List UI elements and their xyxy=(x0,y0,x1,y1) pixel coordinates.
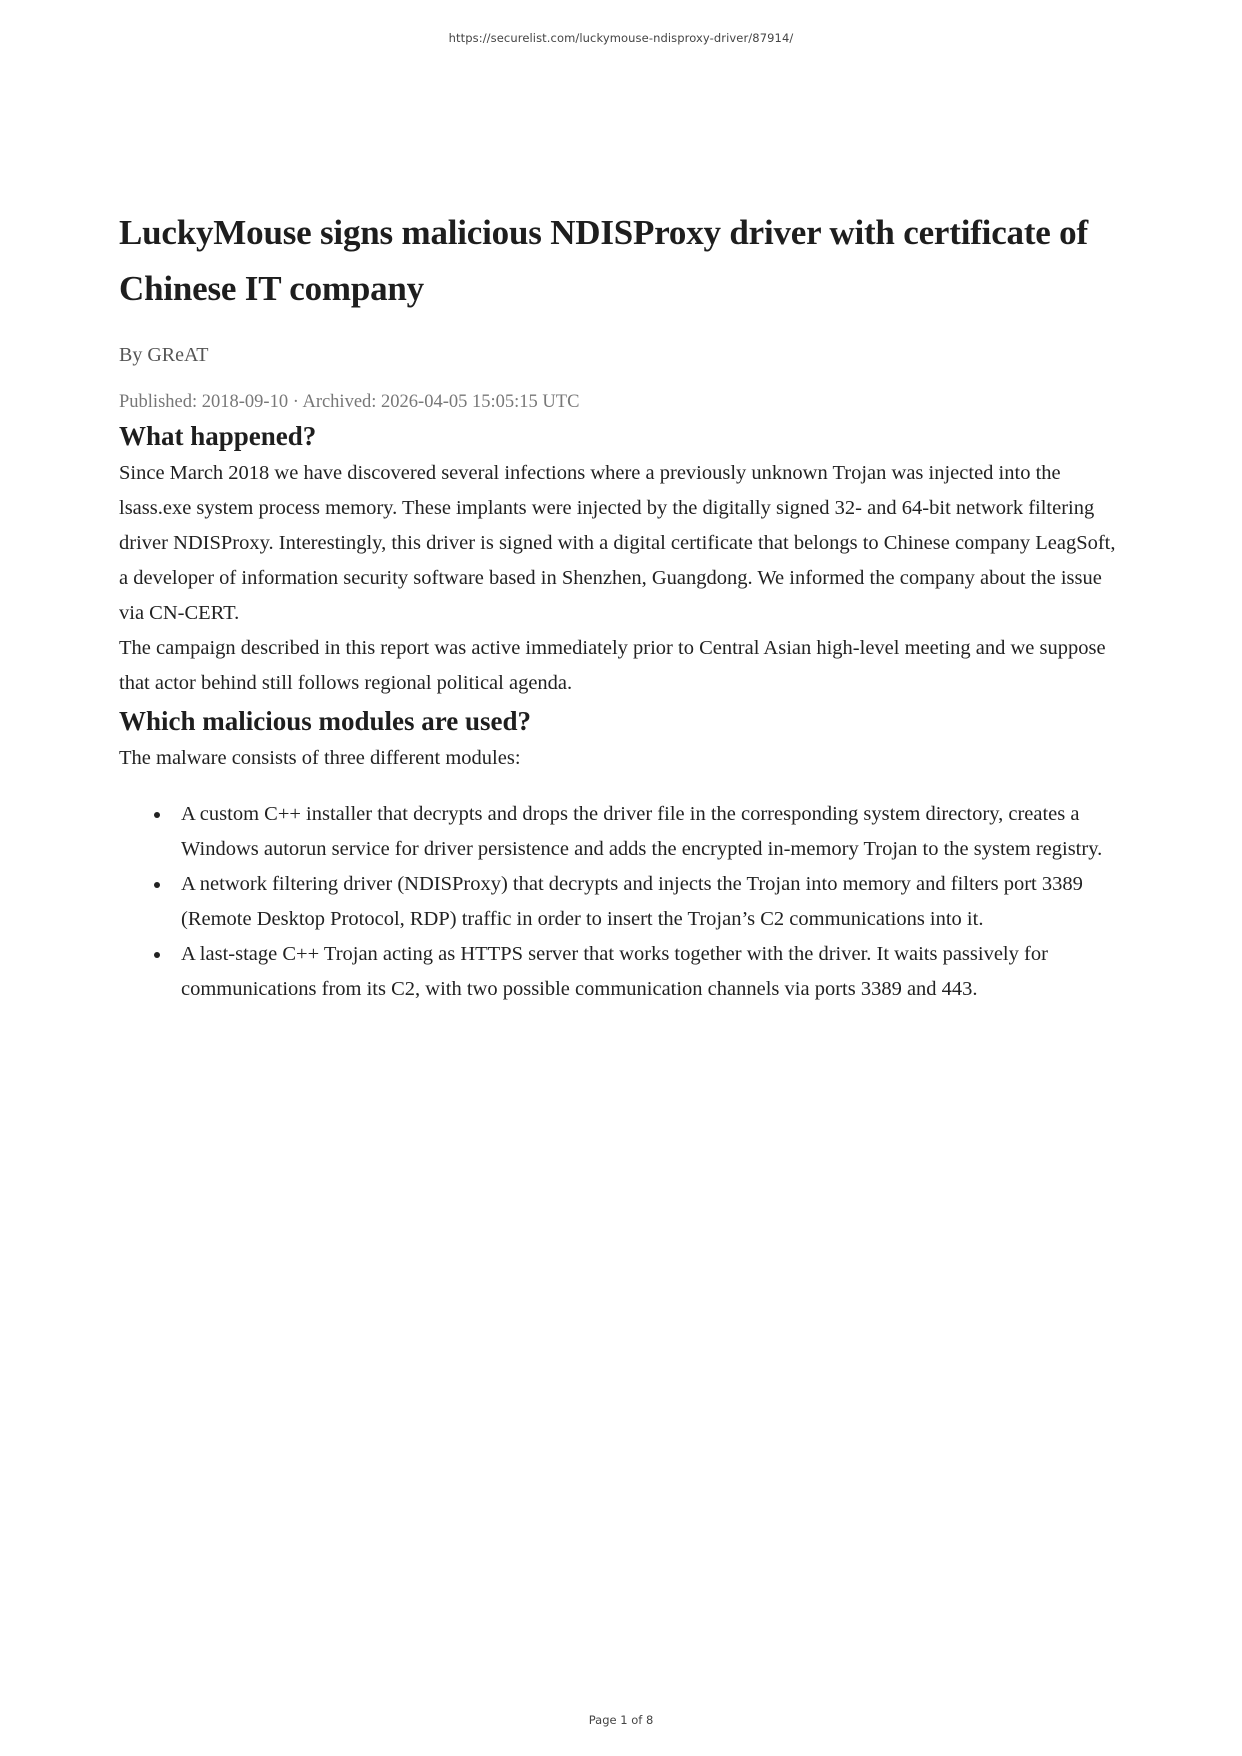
page-url-header: https://securelist.com/luckymouse-ndisproxy-driver/87914/ xyxy=(448,31,794,45)
article xyxy=(119,205,1129,1007)
bullet-icon xyxy=(154,812,160,818)
paragraph: The malware consists of three different modules: xyxy=(119,747,521,769)
paragraph: The campaign described in this report was active immediately prior to Central Asian high-level meeting and we suppose that actor behind still follows regional political agenda. xyxy=(119,637,1106,694)
article-meta: Published: 2018-09-10 · Archived: 2026-04-05 15:05:15 UTC xyxy=(119,392,580,412)
page-number: Page 1 of 8 xyxy=(588,1713,654,1727)
list-item xyxy=(181,797,1129,867)
modules-list xyxy=(119,797,1129,1007)
article-title: LuckyMouse signs malicious NDISProxy driver with certificate of Chinese IT company xyxy=(119,213,1088,308)
bullet-icon xyxy=(154,952,160,958)
article-byline: By GReAT xyxy=(119,344,209,366)
section-heading-what-happened: What happened? xyxy=(119,421,317,451)
list-item-text: A network filtering driver (NDISProxy) that decrypts and injects the Trojan into memory and filters port 3389 (Remote Desktop Protocol, RDP) traffic in order to insert the Trojan’s C2 communications into it. xyxy=(181,873,1083,930)
list-item-text: A last-stage C++ Trojan acting as HTTPS server that works together with the driver. It waits passively for communications from its C2, with two possible communication channels via ports 3389 and 443. xyxy=(181,943,1048,1000)
section-heading-malicious-modules: Which malicious modules are used? xyxy=(119,706,532,736)
list-item xyxy=(181,937,1129,1007)
paragraph: Since March 2018 we have discovered several infections where a previously unknown Trojan was injected into the lsass.exe system process memory. These implants were injected by the digitally signed 32- and 64-bit network filtering driver NDISProxy. Interestingly, this driver is signed with a digital certificate that belongs to Chinese company LeagSoft, a developer of information security software based in Shenzhen, Guangdong. We informed the company about the issue via CN-CERT. xyxy=(119,462,1116,624)
list-item-text: A custom C++ installer that decrypts and drops the driver file in the corresponding system directory, creates a Windows autorun service for driver persistence and adds the encrypted in-memory Trojan to the system registry. xyxy=(181,803,1103,860)
bullet-icon xyxy=(154,882,160,888)
list-item xyxy=(181,867,1129,937)
